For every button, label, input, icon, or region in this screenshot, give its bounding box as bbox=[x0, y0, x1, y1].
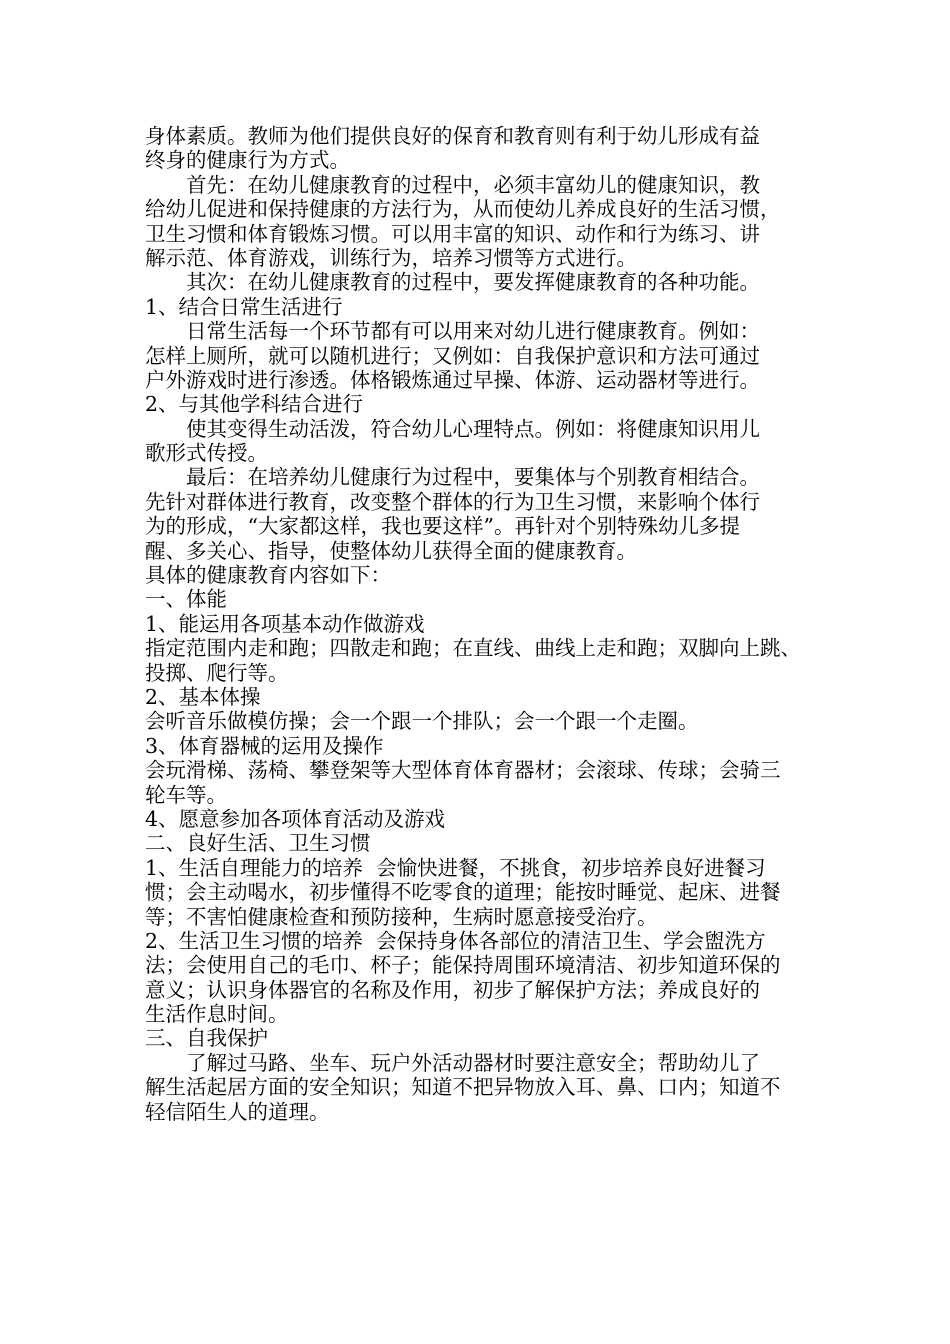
text-line: 身体素质。教师为他们提供良好的保育和教育则有利于幼儿形成有益 bbox=[145, 124, 760, 148]
text-line: 了解过马路、坐车、玩户外活动器材时要注意安全；帮助幼儿了 bbox=[145, 1050, 760, 1075]
text-line: 轮车等。 bbox=[145, 782, 227, 807]
text-line: 生活作息时间。 bbox=[145, 1002, 289, 1027]
section-heading: 2、基本体操 bbox=[145, 684, 261, 709]
text-line: 轻信陌生人的道理。 bbox=[145, 1099, 330, 1124]
text-line: 醒、多关心、指导，使整体幼儿获得全面的健康教育。 bbox=[145, 538, 637, 563]
text-line: 其次：在幼儿健康教育的过程中，要发挥健康教育的各种功能。 bbox=[145, 270, 760, 295]
text-line: 歌形式传授。 bbox=[145, 441, 268, 466]
section-heading: 1、能运用各项基本动作做游戏 bbox=[145, 611, 425, 636]
section-heading: 一、体能 bbox=[145, 587, 227, 612]
text-line: 终身的健康行为方式。 bbox=[145, 148, 350, 173]
text-line: 2、生活卫生习惯的培养 会保持身体各部位的清洁卫生、学会盥洗方 bbox=[145, 928, 766, 953]
text-line: 首先：在幼儿健康教育的过程中，必须丰富幼儿的健康知识，教 bbox=[145, 172, 760, 197]
document-body bbox=[145, 124, 815, 1124]
text-line: 法；会使用自己的毛巾、杯子；能保持周围环境清洁、初步知道环保的 bbox=[145, 953, 781, 978]
text-line: 指定范围内走和跑；四散走和跑；在直线、曲线上走和跑；双脚向上跳、 bbox=[145, 636, 801, 661]
text-line: 1、生活自理能力的培养 会愉快进餐，不挑食，初步培养良好进餐习 bbox=[145, 855, 766, 880]
text-line: 惯；会主动喝水，初步懂得不吃零食的道理；能按时睡觉、起床、进餐 bbox=[145, 880, 781, 905]
text-line: 最后：在培养幼儿健康行为过程中，要集体与个别教育相结合。 bbox=[145, 465, 760, 490]
text-line: 会听音乐做模仿操；会一个跟一个排队；会一个跟一个走圈。 bbox=[145, 709, 699, 734]
section-heading: 3、体育器械的运用及操作 bbox=[145, 733, 384, 758]
section-heading: 三、自我保护 bbox=[145, 1026, 268, 1051]
section-heading: 二、良好生活、卫生习惯 bbox=[145, 831, 371, 856]
text-line: 卫生习惯和体育锻炼习惯。可以用丰富的知识、动作和行为练习、讲 bbox=[145, 221, 760, 246]
text-line: 户外游戏时进行渗透。体格锻炼通过早操、体游、运动器材等进行。 bbox=[145, 367, 760, 392]
text-line: 为的形成，“大家都这样，我也要这样”。再针对个别特殊幼儿多提 bbox=[145, 514, 740, 539]
text-line: 给幼儿促进和保持健康的方法行为，从而使幼儿养成良好的生活习惯， bbox=[145, 197, 781, 222]
section-heading: 2、与其他学科结合进行 bbox=[145, 392, 364, 417]
section-heading: 4、愿意参加各项体育活动及游戏 bbox=[145, 806, 446, 831]
text-line: 解示范、体育游戏，训练行为，培养习惯等方式进行。 bbox=[145, 245, 637, 270]
text-line: 意义；认识身体器官的名称及作用，初步了解保护方法；养成良好的 bbox=[145, 977, 760, 1002]
text-line: 先针对群体进行教育，改变整个群体的行为卫生习惯，来影响个体行 bbox=[145, 489, 760, 514]
text-line: 等；不害怕健康检查和预防接种，生病时愿意接受治疗。 bbox=[145, 904, 658, 929]
text-line: 解生活起居方面的安全知识；知道不把异物放入耳、鼻、口内；知道不 bbox=[145, 1075, 781, 1100]
section-heading: 1、结合日常生活进行 bbox=[145, 294, 343, 319]
text-line: 投掷、爬行等。 bbox=[145, 660, 289, 685]
text-line: 会玩滑梯、荡椅、攀登架等大型体育体育器材；会滚球、传球；会骑三 bbox=[145, 758, 781, 783]
text-line: 具体的健康教育内容如下： bbox=[145, 563, 391, 588]
text-line: 使其变得生动活泼，符合幼儿心理特点。例如：将健康知识用儿 bbox=[145, 416, 760, 441]
text-line: 日常生活每一个环节都有可以用来对幼儿进行健康教育。例如： bbox=[145, 319, 760, 344]
text-line: 怎样上厕所，就可以随机进行；又例如：自我保护意识和方法可通过 bbox=[145, 343, 760, 368]
